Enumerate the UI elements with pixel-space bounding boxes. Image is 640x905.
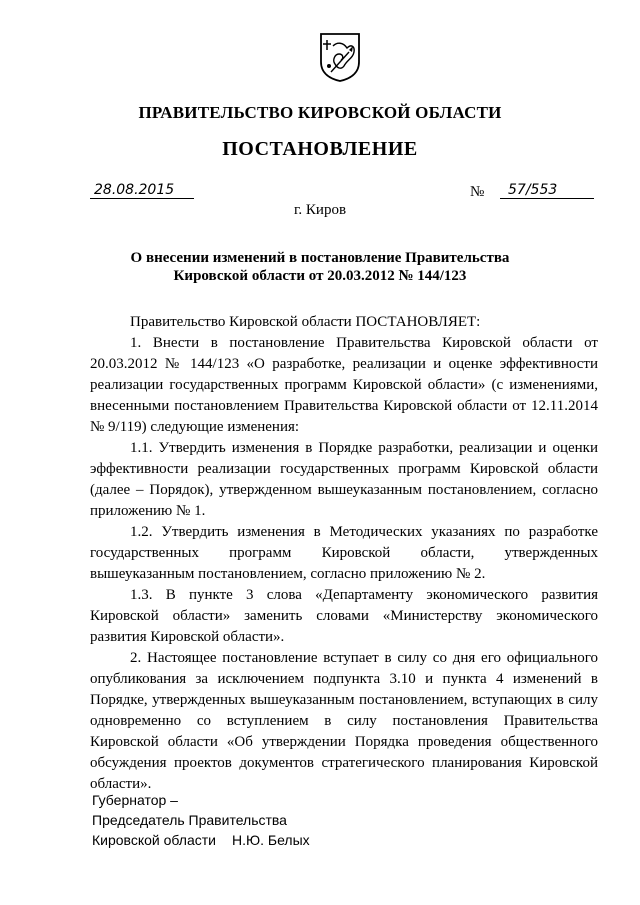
signature-block bbox=[92, 790, 310, 850]
body-paragraph: 1. Внести в постановление Правительства Кировской области от 20.03.2012 № 144/123 «О разработке, реализации и оценке эффективности реализации государственных программ Кировской области» (с изменениями, внесенными постановлением Правительства Кировской области от 12.11.2014 № 9/119) следующие изменения: bbox=[90, 335, 598, 435]
city-label: г. Киров bbox=[293, 202, 347, 218]
subject-line: Кировской области от 20.03.2012 № 144/123 bbox=[173, 268, 467, 284]
document-type-title: ПОСТАНОВЛЕНИЕ bbox=[222, 138, 418, 160]
document-subject bbox=[0, 249, 640, 285]
signature-position-line bbox=[92, 830, 310, 850]
signature-position: Председатель Правительства bbox=[92, 812, 287, 828]
body-paragraph: 1.2. Утвердить изменения в Методических указаниях по разработке государственных программ Кировской области, утвержденных вышеуказанным постановлением, согласно приложению № 2. bbox=[90, 524, 598, 582]
document-number: 57/553 bbox=[500, 182, 594, 199]
document-body bbox=[90, 312, 598, 795]
coat-of-arms-icon bbox=[319, 32, 361, 82]
signature-region: Кировской области bbox=[92, 832, 216, 848]
body-paragraph: 2. Настоящее постановление вступает в силу со дня его официального опубликования за исключением подпункта 3.10 и пункта 4 изменений в Порядке, утвержденных вышеуказанным постановлением, вступающих в силу одновременно со вступлением в силу постановления Правительства Кировской области «Об утверждении Порядка проведения общественного обсуждения проектов документов стратегического планирования Кировской области». bbox=[90, 650, 598, 792]
number-sign: № bbox=[470, 184, 485, 200]
signatory-name: Н.Ю. Белых bbox=[231, 832, 310, 848]
document-date: 28.08.2015 bbox=[90, 182, 194, 199]
organization-title: ПРАВИТЕЛЬСТВО КИРОВСКОЙ ОБЛАСТИ bbox=[138, 103, 502, 122]
body-paragraph: 1.3. В пункте 3 слова «Департаменту экономического развития Кировской области» заменить словами «Министерству экономического развития Кировской области». bbox=[90, 587, 598, 645]
body-paragraph: Правительство Кировской области ПОСТАНОВЛЯЕТ: bbox=[130, 314, 481, 330]
body-paragraph: 1.1. Утвердить изменения в Порядке разработки, реализации и оценки эффективности реализации государственных программ Кировской области (далее – Порядок), утвержденном вышеуказанным постановлением, согласно приложению № 1. bbox=[90, 440, 598, 519]
subject-line: О внесении изменений в постановление Правительства bbox=[130, 250, 510, 266]
signature-position: Губернатор – bbox=[92, 792, 178, 808]
